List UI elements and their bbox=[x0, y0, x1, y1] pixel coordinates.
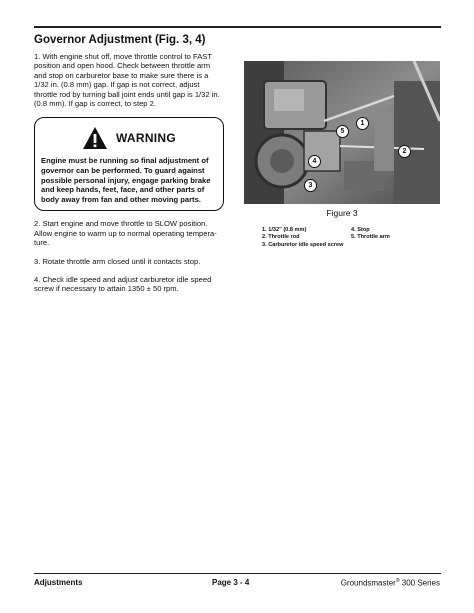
carburetor-photo bbox=[244, 61, 440, 204]
warning-title: WARNING bbox=[115, 130, 177, 145]
warning-text: Engine must be running so final adjustment of governor can be performed. To guard against possible personal injury, engage parking brake and keep hands, feet, face, and other parts of body away from fan and other moving parts. bbox=[41, 156, 211, 204]
callout-2: 2 bbox=[398, 145, 411, 158]
footer-product bbox=[341, 578, 440, 588]
callout-4: 4 bbox=[308, 155, 321, 168]
legend-item-1: 1. 1/32" (0.8 mm) bbox=[262, 227, 307, 233]
callout-5: 5 bbox=[336, 125, 349, 138]
figure-legend bbox=[262, 227, 390, 249]
legend-item-3: 3. Carburetor idle speed screw bbox=[262, 241, 344, 248]
step-1: 1. With engine shut off, move throttle control to FAST position and open hood. Check between throttle arm and stop on carburetor base to make sure there is a 1/32 in. (0.8 mm) gap. If gap is not correct, adjust throttle rod by turning ball joint ends until gap is 1/32 in. (0.8 mm). If gap is correct, to step 2. bbox=[34, 52, 220, 109]
warning-box bbox=[34, 117, 224, 211]
footer-product-name: Groundsmaster bbox=[340, 578, 396, 588]
bottom-rule bbox=[34, 573, 441, 574]
step-2: 2. Start engine and move throttle to SLOW position. Allow engine to warm up to normal operating tempera-ture. bbox=[34, 219, 217, 248]
footer-series: 300 Series bbox=[399, 578, 440, 588]
figure-caption: Figure 3 bbox=[326, 208, 358, 218]
step-4: 4. Check idle speed and adjust carburetor idle speed screw if necessary to attain 1350 ± 50 rpm. bbox=[34, 275, 212, 294]
legend-item-4: 4. Stop bbox=[351, 227, 370, 233]
instructions-column bbox=[34, 52, 224, 303]
legend-item-2: 2. Throttle rod bbox=[262, 234, 300, 241]
footer-trademark: ® bbox=[395, 578, 400, 584]
warning-triangle-icon bbox=[82, 126, 108, 150]
top-rule bbox=[34, 26, 441, 28]
footer-section: Adjustments bbox=[34, 578, 83, 587]
callout-3: 3 bbox=[304, 179, 317, 192]
callout-1: 1 bbox=[356, 117, 369, 130]
footer-page-number: Page 3 - 4 bbox=[212, 578, 250, 587]
legend-item-5: 5. Throttle arm bbox=[351, 234, 390, 241]
step-3: 3. Rotate throttle arm closed until it contacts stop. bbox=[34, 256, 201, 266]
warning-header bbox=[41, 123, 217, 153]
section-heading: Governor Adjustment (Fig. 3, 4) bbox=[34, 34, 206, 46]
